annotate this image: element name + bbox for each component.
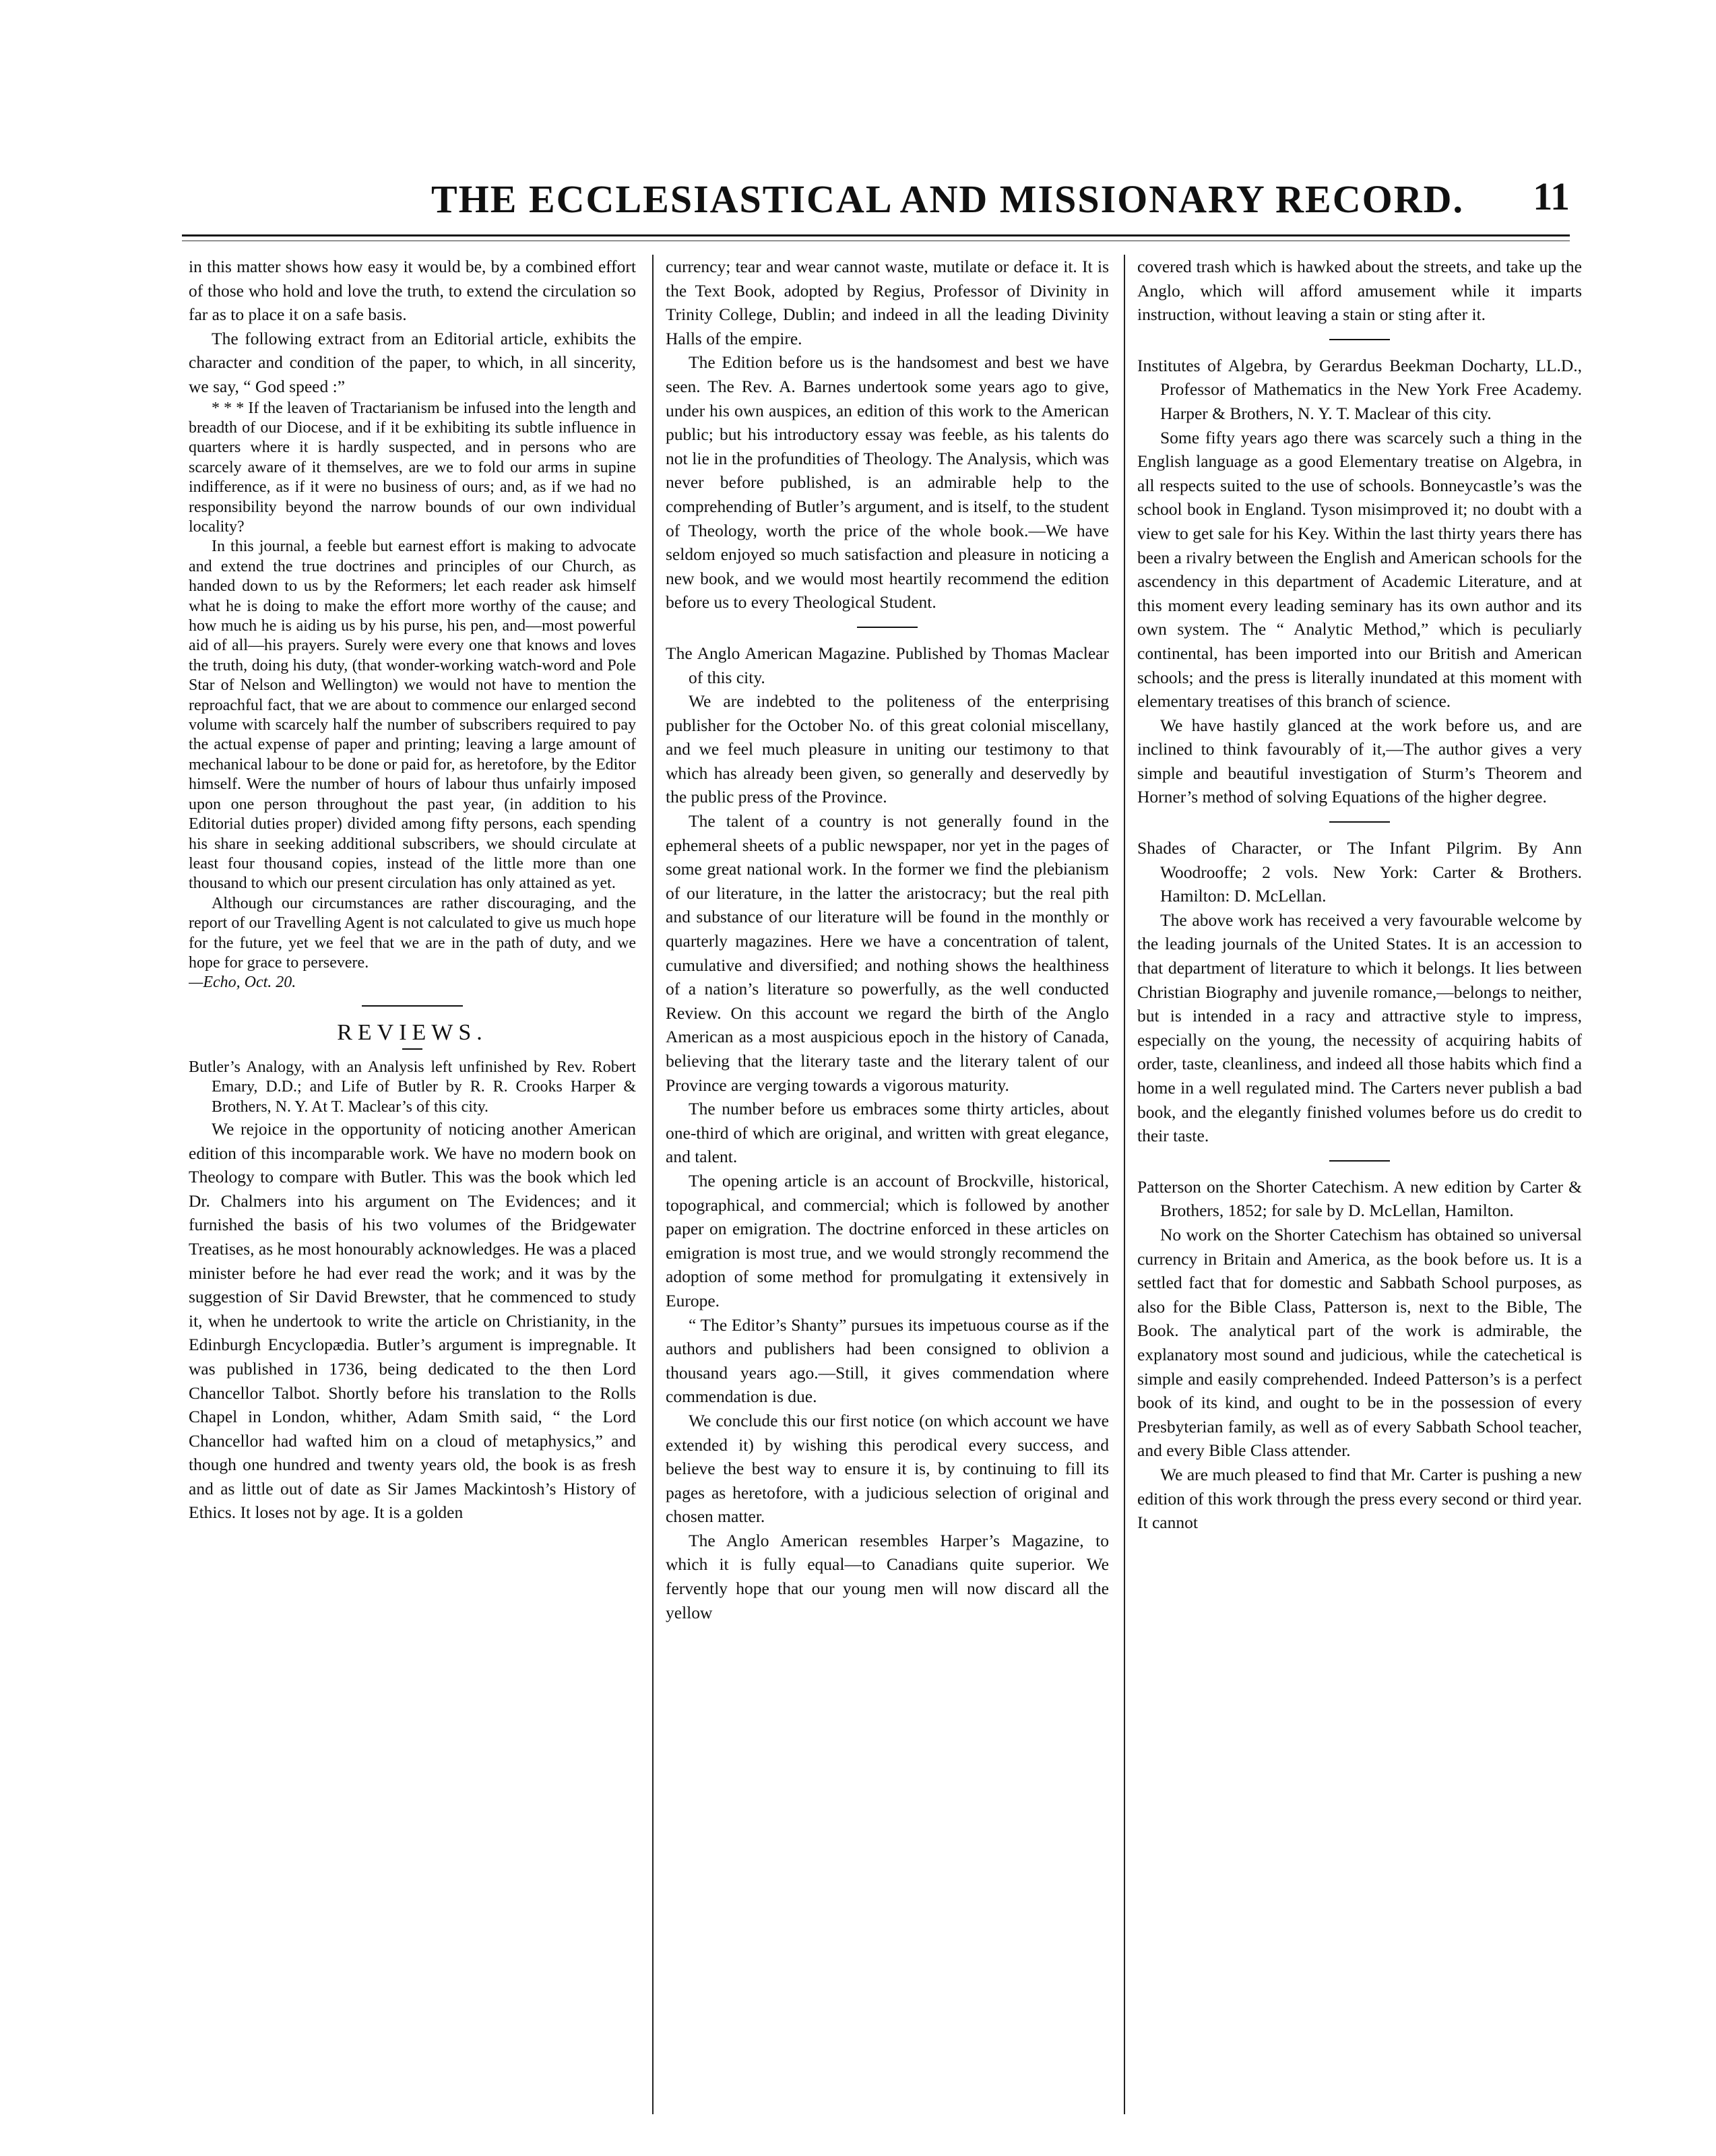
review-heading: The Anglo American Magazine. Published by Thomas Maclear of this city.: [666, 643, 1109, 687]
column-divider: [1124, 255, 1125, 2114]
paragraph: The opening article is an account of Brockville, historical, topographical, and commercial; which is followed by another paper on emigration. The doctrine enforced in these articles on emigration is most true, and we would strongly recommend the adoption of some method for promulgating it extensively in Europe.: [666, 1170, 1109, 1310]
section-divider: [362, 1005, 463, 1007]
column-divider: [652, 255, 654, 2114]
section-divider: [402, 1048, 422, 1050]
section-divider: [1329, 1160, 1390, 1162]
section-heading: REVIEWS.: [337, 1019, 488, 1045]
paragraph: Some fifty years ago there was scarcely such a thing in the English language as a good Elementary treatise on Algebra, in all respects suited to the use of schools. Bonneycastle’s was the school book in England. Tyson misimproved it; no doubt with a view to get sale for his Key. Within the last thirty years there has been a rivalry between the English and American schools for the ascendency in this department of Academic Literature, and at this moment every leading seminary has its own author and its own system. The “ Analytic Method,” which is peculiarly continental, has been imported into our British and American schools; and the press is literally inundated at this moment with elementary treatises of this branch of science.: [1137, 427, 1582, 711]
review-heading: Butler’s Analogy, with an Analysis left unfinished by Rev. Robert Emary, D.D.; and Life of Butler by R. R. Crooks Harper & Brothers, N. Y. At T. Maclear’s of this city.: [189, 1058, 636, 1116]
paragraph: currency; tear and wear cannot waste, mutilate or deface it. It is the Text Book, adopted by Regius, Professor of Divinity in Trinity College, Dublin; and indeed in all the leading Divinity Halls of the empire.: [666, 257, 1109, 348]
paragraph: We conclude this our first notice (on which account we have extended it) by wishing this perodical every success, and believe the best way to ensure it is, by continuing to fill its pages as heretofore, with a judicious selection of original and chosen matter.: [666, 1410, 1109, 1527]
header-rule: [182, 234, 1570, 236]
page-title: THE ECCLESIASTICAL AND MISSIONARY RECORD.: [431, 177, 1464, 221]
column-1: [189, 255, 636, 2128]
section-divider: [1329, 339, 1390, 340]
paragraph: We rejoice in the opportunity of noticing another American edition of this incomparable work. We have no modern book on Theology to compare with Butler. This was the book which led Dr. Chalmers into his argument on The Evidences; and it furnished the basis of his two volumes of the Bridgewater Treatises, as he most honourably acknowledges. He was a placed minister before he had ever read the work; and it was by the suggestion of Sir David Brewster, that he commenced to study it, when he undertook to write the article on Christianity, in the Edinburgh Encyclopædia. Butler’s argument is impregnable. It was published in 1736, being dedicated to the then Lord Chancellor Talbot. Shortly before his translation to the Rolls Chapel in London, whither, Adam Smith said, “ the Lord Chancellor had wafted him on a cloud of metaphysics,” and though one hundred and twenty years old, the book is as fresh and as little out of date as Sir James Mackintosh’s History of Ethics. It loses not by age. It is a golden: [189, 1118, 636, 1523]
paragraph: The number before us embraces some thirty articles, about one-third of which are original, and written with great elegance, and talent.: [666, 1099, 1109, 1167]
paragraph: The Anglo American resembles Harper’s Magazine, to which it is fully equal—to Canadians quite superior. We fervently hope that our young men will now discard all the yellow: [666, 1530, 1109, 1622]
paragraph: The Edition before us is the handsomest and best we have seen. The Rev. A. Barnes undertook some years ago to give, under his own auspices, an edition of this work to the American public; but his introductory essay was feeble, as his talents do not lie in the profundities of Theology. The Analysis, which was never before published, is an admirable help to the comprehending of Butler’s argument, and is itself, to the student of Theology, worth the price of the whole book.—We have seldom enjoyed so much satisfaction and pleasure in noticing a new book, and we would most heartily recommend the edition before us to every Theological Student.: [666, 352, 1109, 612]
section-divider: [1329, 821, 1390, 823]
signature: —Echo, Oct. 20.: [189, 974, 296, 992]
quoted-paragraph: In this journal, a feeble but earnest effort is making to advocate and extend the true doctrines and principles of our Church, as handed down to us by the Reformers; let each reader ask himself what he is doing to make the effort more worthy of the cause; and how much he is aiding us by his purse, his pen, and—most powerful aid of all—his prayers. Surely were every one that knows and loves the truth, doing his duty, (that wonder-working watch-word and Pole Star of Nelson and Wellington) we would not have to mention the reproachful fact, that we are about to commence our enlarged second volume with scarcely half the number of subscribers required to pay the actual expense of paper and printing; leaving a large amount of mechanical labour to be done or paid for, as heretofore, by the Editor himself. Were the number of hours of labour thus unfairly imposed upon one person throughout the past year, (in addition to his Editorial duties proper) divided among fifty persons, each spending his share in seeking additional subscribers, we should circulate at least four thousand copies, instead of the little more than one thousand to which our present circulation has only attained as yet.: [189, 538, 636, 893]
paragraph: The above work has received a very favourable welcome by the leading journals of the United States. It is an accession to that department of literature to which it belongs. It lies between Christian Biography and juvenile romance,—belongs to neither, but is intended in a racy and attractive style to impress, especially on the young, the necessity of acquiring habits of order, taste, cleanliness, and indeed all those habits which find a home in a well regulated mind. The Carters never publish a bad book, and the elegantly finished volumes before us do credit to their taste.: [1137, 910, 1582, 1146]
review-heading: Institutes of Algebra, by Gerardus Beekman Docharty, LL.D., Professor of Mathematics in the New York Free Academy. Harper & Brothers, N. Y. T. Maclear of this city.: [1137, 355, 1582, 423]
paragraph: We are much pleased to find that Mr. Carter is pushing a new edition of this work through the press every second or third year. It cannot: [1137, 1464, 1582, 1533]
review-heading: Shades of Character, or The Infant Pilgrim. By Ann Woodrooffe; 2 vols. New York: Carter & Brothers. Hamilton: D. McLellan.: [1137, 838, 1582, 906]
page-header: [182, 177, 1570, 230]
quoted-paragraph: * * * If the leaven of Tractarianism be infused into the length and breadth of our Diocese, and if it be exhibiting its subtle influence in quarters where it is hardly suspected, and in persons who are scarcely aware of it themselves, are we to fold our arms in supine indifference, as if it were no business of ours; and, as if we had no responsibility beyond the narrow bounds of our own individual locality?: [189, 399, 636, 536]
paragraph: We are indebted to the politeness of the enterprising publisher for the October No. of this great colonial miscellany, and we feel much pleasure in uniting our testimony to that which has already been given, so generally and deservedly by the public press of the Province.: [666, 691, 1109, 807]
paragraph: No work on the Shorter Catechism has obtained so universal currency in Britain and America, as the book before us. It is a settled fact that for domestic and Sabbath School purposes, as also for the Bible Class, Patterson is, next to the Bible, The Book. The analytical part of the work is admirable, the explanatory most sound and judicious, while the catechetical is simple and easily comprehended. Indeed Patterson’s is a perfect book of its kind, and ought to be in the possession of every Presbyterian family, as well as of every Sabbath School teacher, and every Bible Class attender.: [1137, 1224, 1582, 1461]
paragraph: The following extract from an Editorial article, exhibits the character and condition of the paper, to which, in all sincerity, we say, “ God speed :”: [189, 328, 636, 396]
page-number: 11: [1533, 175, 1570, 218]
paragraph: covered trash which is hawked about the streets, and take up the Anglo, which will afford amusement while it imparts instruction, without leaving a stain or sting after it.: [1137, 257, 1582, 325]
paragraph: “ The Editor’s Shanty” pursues its impetuous course as if the authors and publishers had been consigned to oblivion a thousand years ago.—Still, it gives commendation where commendation is due.: [666, 1314, 1109, 1407]
section-divider: [857, 627, 918, 628]
quoted-paragraph: Although our circumstances are rather discouraging, and the report of our Travelling Agent is not calculated to give us much hope for the future, yet we feel that we are in the path of duty, and we hope for grace to persevere.: [189, 894, 636, 972]
column-3: [1137, 255, 1582, 2128]
review-heading: Patterson on the Shorter Catechism. A new edition by Carter & Brothers, 1852; for sale by D. McLellan, Hamilton.: [1137, 1176, 1582, 1221]
paragraph: The talent of a country is not generally found in the ephemeral sheets of a public newspaper, nor yet in the pages of some great national work. In the former we find the plebianism of our literature, in the latter the aristocracy; but the real pith and substance of our literature will be found in the monthly or quarterly magazines. Here we have a concentration of talent, cumulative and diversified; and nothing shows the healthiness of a nation’s literature so powerfully, as the well conducted Review. On this account we regard the birth of the Anglo American as a most auspicious epoch in the history of Canada, believing that the literary taste and the literary talent of our Province are verging towards a vigorous maturity.: [666, 811, 1109, 1095]
column-2: [666, 255, 1109, 2128]
paragraph: in this matter shows how easy it would be, by a combined effort of those who hold and love the truth, to extend the circulation so far as to place it on a safe basis.: [189, 257, 636, 325]
paragraph: We have hastily glanced at the work before us, and are inclined to think favourably of it,—The author gives a very simple and beautiful investigation of Sturm’s Theorem and Horner’s method of solving Equations of the higher degree.: [1137, 715, 1582, 807]
